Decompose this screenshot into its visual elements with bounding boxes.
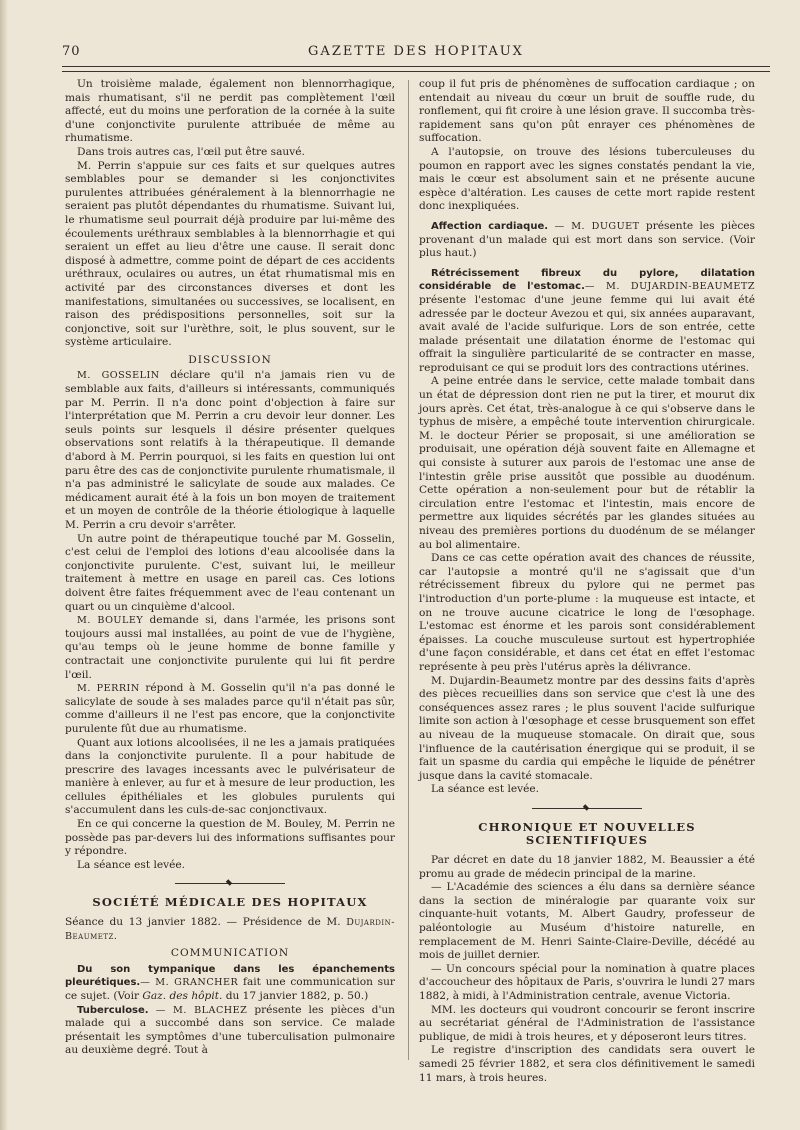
paragraph xyxy=(65,682,395,736)
left-column xyxy=(65,78,395,1058)
speaker-name: M. PERRIN xyxy=(77,683,140,695)
paragraph xyxy=(65,614,395,682)
paragraph: — L'Académie des sciences a élu dans sa dernière séance dans la section de minéralogie par quarante voix sur cinquante-huit votants, M. Albert Gaudry, professeur de paléontologie au Muséum d'histoire naturelle, en remplacement de M. Henri Sainte-Claire-Deville, décédé au mois de juillet dernier. xyxy=(419,881,755,962)
session-line xyxy=(65,916,395,943)
paragraph: Un autre point de thérapeutique touché par M. Gosselin, c'est celui de l'emploi des lotions d'eau alcoolisée dans la conjonctivite purulente. C'est, suivant lui, le meilleur traitement à mettre en usage en pareil cas. Ces lotions doivent être faites fréquemment avec de l'eau contenant un quart ou un cinquième d'alcool. xyxy=(65,532,395,613)
speaker-name: M. GOSSELIN xyxy=(77,370,160,382)
paragraph: Dans trois autres cas, l'œil put être sauvé. xyxy=(77,145,305,158)
paragraph-text: présente les pièces provenant d'un malade qui est mort dans son service. (Voir plus haut.) xyxy=(419,219,755,260)
section-separator xyxy=(532,805,642,811)
paragraph: La séance est levée. xyxy=(431,783,540,796)
speaker-name: — M. BLACHEZ xyxy=(148,1004,248,1016)
topic-heading: Du son tympanique dans les épanchements pleurétiques. xyxy=(65,963,395,989)
paragraph: M. Dujardin-Beaumetz montre par des dessins faits d'après des pièces recueillies dans son service que c'est là une des conséquences assez rares ; le plus souvent l'acide sulfurique limite son action à l'œsophage et cesse brusquement son effet au niveau de la muqueuse stomacale. On dirait que, sous l'influence de la cautérisation énergique qui se produit, il se fait un spasme du cardia qui empêche le liquide de pénétrer jusque dans la cavité stomacale. xyxy=(419,674,755,782)
paragraph xyxy=(419,220,755,261)
paragraph-text: demande si, dans l'armée, les prisons sont toujours aussi mal installées, au point de vue de l'hygiène, qu'au temps où le jeune homme de bonne famille y contractait une conjonctivite purulente qui lui fit perdre l'œil. xyxy=(65,614,395,681)
speaker-name: M. BOULEY xyxy=(77,615,144,627)
page-edge-shadow xyxy=(0,0,8,1130)
section-heading-chronique: CHRONIQUE ET NOUVELLES SCIENTIFIQUES xyxy=(478,819,696,848)
paragraph-text: présente l'estomac d'une jeune femme qui lui avait été adressée par le docteur Avezou et qui, six années auparavant, avait avalé de l'acide sulfurique. Lors de son entrée, cette malade présentait une dilatation énorme de l'estomac qui offrait la singulière particularité de se contracter en masse, reproduisant ce qui se produit lors des contractions utérines. xyxy=(419,293,755,374)
speaker-name: — M. DUGUET xyxy=(548,220,640,232)
topic-heading: Tuberculose. xyxy=(77,1004,149,1016)
speaker-name: — M. GRANCHER xyxy=(140,977,239,989)
paragraph-text: fait une communication sur ce sujet. (Voir xyxy=(65,976,396,1002)
journal-title: GAZETTE DES HOPITAUX xyxy=(308,44,524,59)
right-column xyxy=(419,78,755,1085)
paragraph: A l'autopsie, on trouve des lésions tuberculeuses du poumon en rapport avec les signes constatés pendant la vie, mais le cœur est absolument sain et ne présente aucune espèce d'altération. Les causes de cette mort rapide restent donc inexpliquées. xyxy=(419,145,755,213)
paragraph xyxy=(65,963,395,1004)
paragraph: M. Perrin s'appuie sur ces faits et sur quelques autres semblables pour se demander si les conjonctivites purulentes attribuées généralement à la blennorrhagie ne seraient pas plutôt dépendantes du rhumatisme. Suivant lui, le rhumatisme seul pourrait déjà produire par lui-même des écoulements uréthraux semblables à la blennorrhagie et qui seraient un effet au lieu d'être une cause. Il serait donc disposé à admettre, comme point de départ de ces accidents uréthraux, oculaires ou autres, un état rhumatismal mis en activité par des circonstances diverses et dont les manifestations, simultanées ou successives, se localisent, en raison des prédispositions personnelles, soit sur la conjonctive, soit sur l'urèthre, soit, le plus souvent, sur le système articulaire. xyxy=(65,159,395,349)
paragraph: Dans ce cas cette opération avait des chances de réussite, car l'autopsie a montré qu'il ne s'agissait que d'un rétrécissement fibreux du pylore qui ne permet pas l'introduction d'un porte-plume : la muqueuse est intacte, et on ne trouve aucune cicatrice le long de l'œsophage. L'estomac est énorme et les parois sont considérablement épaisses. La couche musculeuse surtout est hypertrophiée d'une façon considérable, et dans cet état en effet l'estomac représente à peu près l'utérus après la délivrance. xyxy=(419,552,755,673)
paragraph xyxy=(65,369,395,532)
paragraph xyxy=(419,267,755,376)
paragraph: coup il fut pris de phénomènes de suffocation cardiaque ; on entendait au niveau du cœur un bruit de souffle rude, du ronflement, qui fit croire à une lésion grave. Il succomba très-rapidement sans qu'on pût enrayer ces phénomènes de suffocation. xyxy=(419,78,755,145)
session-text: Séance du 13 janvier 1882. — Présidence de M. xyxy=(65,916,347,929)
reference: Gaz. des hôpit. xyxy=(142,990,223,1002)
section-heading-society: SOCIÉTÉ MÉDICALE DES HOPITAUX xyxy=(92,895,368,910)
paragraph: La séance est levée. xyxy=(77,858,186,871)
page-header xyxy=(62,44,770,64)
paragraph-text: du 17 janvier 1882, p. 50.) xyxy=(222,990,369,1002)
paragraph: — Un concours spécial pour la nomination à quatre places d'accoucheur des hôpitaux de Paris, s'ouvrira le lundi 27 mars 1882, à midi, à l'Administration centrale, avenue Victoria. xyxy=(419,962,755,1002)
paragraph-text: présente les pièces d'un malade qui a succombé dans son service. Ce malade présentait les symptômes d'une tuberculisation pulmonaire au deuxième degré. Tout à xyxy=(65,1003,395,1057)
section-separator xyxy=(175,880,285,886)
paragraph xyxy=(65,1004,395,1058)
paragraph-text: déclare qu'il n'a jamais rien vu de semblable aux faits, d'ailleurs si intéressants, communiqués par M. Perrin. Il n'a donc point d'objection à faire sur l'interprétation que M. Perrin a cru devoir leur donner. Les seuls points sur lesquels il désire présenter quelques observations sont relatifs à la thérapeutique. Il demande d'abord à M. Perrin pourquoi, si les faits en question lui ont paru être des cas de conjonctivite purulente rhumatismale, il n'a pas administré le salicylate de soude aux malades. Ce médicament aurait été à la fois un bon moyen de traitement et un moyen de contrôle de la théorie étiologique à laquelle M. Perrin a cru devoir s'arrêter. xyxy=(65,369,395,531)
session-president: Dujardin-Beaumetz. xyxy=(65,917,395,942)
page-number: 70 xyxy=(62,44,81,59)
paragraph: MM. les docteurs qui voudront concourir se feront inscrire au secrétariat général de l'Administration de l'assistance publique, de midi à trois heures, et y déposeront leurs titres. xyxy=(419,1003,755,1043)
paragraph: A peine entrée dans le service, cette malade tombait dans un état de dépression dont rien ne put la tirer, et mourut dix jours après. Cet état, très-analogue à ce qui s'observe dans le typhus de misère, a empêché toute intervention chirurgicale. M. le docteur Périer se proposait, si une amélioration se produisait, une opération déjà souvent faite en Allemagne et qui consiste à suturer aux parois de l'estomac une anse de l'intestin grêle prise aussitôt que possible au duodénum. Cette opération a non-seulement pour but de rétablir la circulation entre l'estomac et l'intestin, mais encore de permettre aux liquides sécrétés par les glandes situées au niveau des premières portions du duodénum de se mélanger au bol alimentaire. xyxy=(419,375,755,551)
topic-heading: Affection cardiaque. xyxy=(431,220,549,232)
column-divider xyxy=(408,80,409,1060)
paragraph: Un troisième malade, également non blennorrhagique, mais rhumatisant, s'il ne perdit pas complètement l'œil affecté, eut du moins une perforation de la cornée à la suite d'une conjonctivite purulente attribuée de même au rhumatisme. xyxy=(65,78,395,145)
speaker-name: — M. DUJARDIN-BEAUMETZ xyxy=(584,281,755,293)
paragraph-text: répond à M. Gosselin qu'il n'a pas donné le salicylate de soude à ses malades parce qu'il n'était pas sûr, comme d'ailleurs il ne l'est pas encore, que la conjonctivite purulente fût due au rhumatisme. xyxy=(65,682,395,735)
paragraph: Quant aux lotions alcoolisées, il ne les a jamais pratiquées dans la conjonctivite purulente. Il a pour habitude de prescrire des lavages incessants avec le pulvérisateur de manière à enlever, au fur et à mesure de leur production, les cellules épithéliales et les globules purulents qui s'accumulent dans les culs-de-sac conjonctivaux. xyxy=(65,736,395,817)
section-heading-discussion: DISCUSSION xyxy=(188,353,272,366)
paragraph: Le registre d'inscription des candidats sera ouvert le samedi 25 février 1882, et sera clos définitivement le samedi 11 mars, à trois heures. xyxy=(419,1044,755,1084)
paragraph: Par décret en date du 18 janvier 1882, M. Beaussier a été promu au grade de médecin principal de la marine. xyxy=(419,854,755,880)
paragraph: En ce qui concerne la question de M. Bouley, M. Perrin ne possède pas par-devers lui des informations suffisantes pour y répondre. xyxy=(65,818,395,858)
header-rule xyxy=(62,66,770,72)
topic-heading: Rétrécissement fibreux du pylore, dilatation considérable de l'estomac. xyxy=(419,267,755,293)
section-heading-communication: COMMUNICATION xyxy=(170,947,290,960)
